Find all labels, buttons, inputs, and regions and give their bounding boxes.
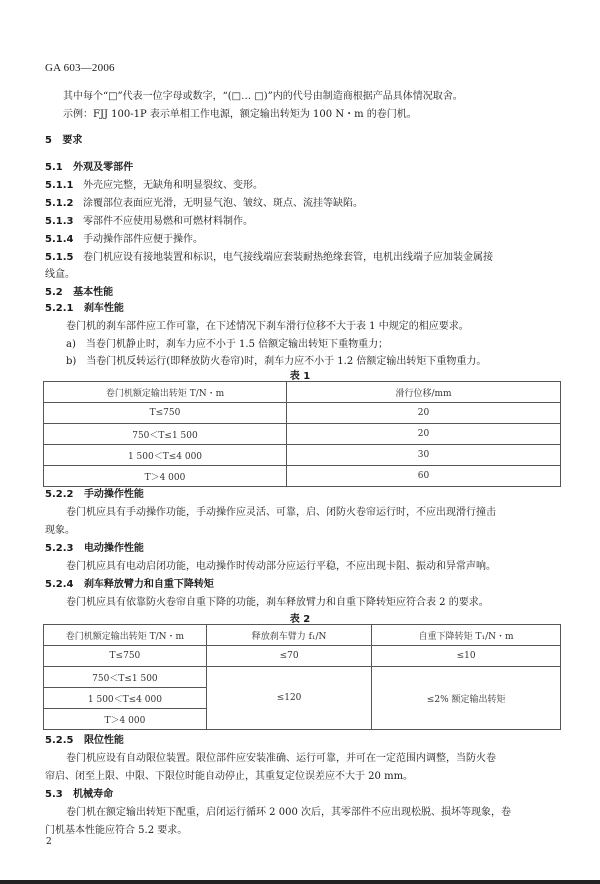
clause-5-2-2-text: 卷门机应具有手动操作功能，手动操作应灵活、可靠，启、闭防火卷帘运行时，不应出现滑行撞击 — [66, 507, 496, 518]
clause-text: 手动操作部件应便于操作。 — [83, 234, 204, 245]
table-row — [44, 445, 561, 466]
table-cell: ≤70 — [206, 646, 371, 667]
clause-5-2-1-item-b: b) 当卷门机反转运行(即释放防火卷帘)时，刹车力应不小于 1.2 倍额定输出转矩下重物重力。 — [66, 356, 487, 367]
intro-line-1: 其中每个“□”代表一位字母或数字，“(□… □)”内的代号由制造商根据产品具体情况取舍。 — [63, 91, 463, 102]
section-5 — [45, 134, 82, 147]
clause-number: 5.2.4 — [45, 579, 74, 590]
table-cell: 30 — [286, 445, 560, 466]
table-cell: 20 — [286, 424, 560, 445]
section-5-3-text: 卷门机在额定输出转矩下配重，启闭运行循环 2 000 次后，其零部件不应出现松脱、损坏等现象，卷 — [66, 807, 511, 818]
clause-text: 外壳应完整，无缺角和明显裂纹、变形。 — [83, 180, 264, 191]
table-1 — [43, 381, 561, 487]
intro-line-2: 示例：FJJ 100-1P 表示单相工作电源，额定输出转矩为 100 N・m 的卷门机。 — [63, 109, 417, 120]
table-cell: T＞4 000 — [44, 709, 207, 730]
table-1-caption: 表 1 — [289, 371, 311, 382]
table-row — [44, 466, 561, 487]
table-header-cell: 释放刹车臂力 f₁/N — [206, 625, 371, 646]
clause-5-1-2 — [45, 197, 363, 210]
clause-5-2-3-heading — [45, 542, 144, 555]
table-header-row — [44, 382, 561, 403]
clause-5-2-5-heading — [45, 734, 124, 747]
section-title: 机械寿命 — [73, 789, 114, 800]
clause-5-1-5-cont: 线盒。 — [45, 269, 75, 280]
table-cell: T＞4 000 — [44, 466, 287, 487]
clause-title: 限位性能 — [83, 735, 124, 746]
scan-edge — [0, 880, 600, 884]
section-title: 基本性能 — [73, 287, 114, 298]
clause-text: 涂覆部位表面应光滑，无明显气泡、皱纹、斑点、流挂等缺陷。 — [83, 198, 364, 209]
clause-text: 零部件不应使用易燃和可燃材料制作。 — [83, 216, 254, 227]
table-cell: 750＜T≤1 500 — [44, 667, 207, 688]
clause-number: 5.2.3 — [45, 543, 74, 554]
clause-5-2-5-text: 卷门机应设有自动限位装置。限位部件应安装准确、运行可靠，并可在一定范围内调整，当防火卷 — [66, 753, 496, 764]
clause-number: 5.1.5 — [45, 252, 74, 263]
clause-number: 5.2.2 — [45, 489, 74, 500]
table-cell: 1 500＜T≤4 000 — [44, 688, 207, 709]
table-merged-cell: ≤2% 额定输出转矩 — [372, 667, 561, 730]
table-header-cell: 自重下降转矩 T₁/N・m — [372, 625, 561, 646]
section-number: 5 — [45, 135, 52, 146]
clause-5-2-2-cont: 现象。 — [45, 525, 75, 536]
clause-5-2-1-item-a: a) 当卷门机静止时，刹车力应不小于 1.5 倍额定输出转矩下重物重力； — [66, 339, 389, 350]
section-5-3 — [45, 788, 113, 801]
clause-number: 5.2.5 — [45, 735, 74, 746]
clause-5-1-5 — [45, 251, 493, 264]
table-cell: ≤10 — [372, 646, 561, 667]
page-number: 2 — [46, 837, 52, 847]
section-number: 5.2 — [45, 287, 63, 298]
clause-title: 手动操作性能 — [83, 489, 144, 500]
clause-5-1-4 — [45, 233, 203, 246]
table-cell: 60 — [286, 466, 560, 487]
clause-title: 刹车性能 — [83, 303, 124, 314]
table-header-cell: 卷门机额定输出转矩 T/N・m — [44, 625, 207, 646]
document-id: GA 603—2006 — [45, 62, 115, 74]
table-cell: 1 500＜T≤4 000 — [44, 445, 287, 466]
table-row — [44, 424, 561, 445]
table-cell: T≤750 — [44, 403, 287, 424]
clause-5-1-3 — [45, 215, 253, 228]
clause-5-2-1-text: 卷门机的刹车部件应工作可靠，在下述情况下刹车滑行位移不大于表 1 中规定的相应要求。 — [66, 321, 469, 332]
clause-5-2-5-cont: 帘启、闭至上限、中限、下限位时能自动停止，其重复定位误差应不大于 20 mm。 — [45, 771, 414, 782]
clause-title: 刹车释放臂力和自重下降转矩 — [83, 579, 214, 590]
table-header-row — [44, 625, 561, 646]
table-row — [44, 403, 561, 424]
table-merged-cell: ≤120 — [206, 667, 371, 730]
clause-5-2-2-heading — [45, 488, 144, 501]
clause-number: 5.1.4 — [45, 234, 74, 245]
section-5-1 — [45, 161, 133, 174]
table-header-cell: 滑行位移/mm — [286, 382, 560, 403]
section-5-2 — [45, 286, 113, 299]
table-row — [44, 667, 561, 688]
clause-title: 电动操作性能 — [83, 543, 144, 554]
section-number: 5.1 — [45, 162, 63, 173]
clause-number: 5.2.1 — [45, 303, 74, 314]
clause-number: 5.1.3 — [45, 216, 74, 227]
clause-5-2-4-text: 卷门机应具有依靠防火卷帘自重下降的功能，刹车释放臂力和自重下降转矩应符合表 2 的要求。 — [66, 597, 489, 608]
clause-5-2-3-text: 卷门机应具有电动启闭功能，电动操作时传动部分应运行平稳，不应出现卡阻、振动和异常声响。 — [66, 561, 496, 572]
clause-5-2-1-heading — [45, 302, 124, 315]
table-2-caption: 表 2 — [289, 614, 311, 625]
section-5-3-cont: 门机基本性能应符合 5.2 要求。 — [45, 825, 188, 836]
clause-number: 5.1.1 — [45, 180, 74, 191]
section-number: 5.3 — [45, 789, 63, 800]
table-2 — [43, 624, 561, 730]
table-cell: 750＜T≤1 500 — [44, 424, 287, 445]
clause-5-2-4-heading — [45, 578, 214, 591]
section-title: 要求 — [62, 135, 83, 146]
table-cell: T≤750 — [44, 646, 207, 667]
table-cell: 20 — [286, 403, 560, 424]
section-title: 外观及零部件 — [73, 162, 134, 173]
clause-text: 卷门机应设有接地装置和标识，电气接线端应套装耐热绝缘套管，电机出线端子应加装金属接 — [83, 252, 494, 263]
clause-5-1-1 — [45, 179, 263, 192]
table-row — [44, 646, 561, 667]
table-header-cell: 卷门机额定输出转矩 T/N・m — [44, 382, 287, 403]
clause-number: 5.1.2 — [45, 198, 74, 209]
